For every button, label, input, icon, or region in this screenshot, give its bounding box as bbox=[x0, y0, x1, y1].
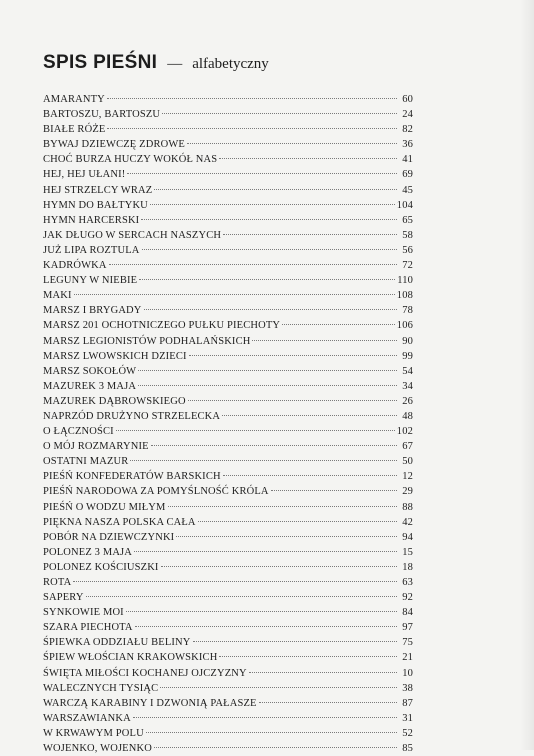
song-title: BARTOSZU, BARTOSZU bbox=[43, 109, 161, 121]
song-entry bbox=[43, 605, 413, 620]
song-page-number: 21 bbox=[402, 652, 413, 664]
dot-leader bbox=[73, 581, 397, 582]
song-entry bbox=[43, 469, 413, 484]
song-entry bbox=[43, 107, 413, 122]
song-entry bbox=[43, 349, 413, 364]
song-title: NAPRZÓD DRUŻYNO STRZELECKA bbox=[43, 410, 221, 422]
song-entry bbox=[43, 137, 413, 152]
song-title: AMARANTY bbox=[43, 94, 105, 105]
dot-leader bbox=[249, 672, 397, 673]
song-entry bbox=[43, 635, 413, 650]
dot-leader bbox=[271, 490, 397, 491]
dot-leader bbox=[189, 355, 397, 356]
song-entry bbox=[43, 273, 413, 288]
dot-leader bbox=[144, 309, 397, 310]
song-page-number: 42 bbox=[402, 516, 413, 528]
song-title: ŚPIEWKA ODDZIAŁU BELINY bbox=[43, 637, 191, 649]
dot-leader bbox=[151, 445, 397, 446]
dot-leader bbox=[160, 687, 397, 688]
song-title: HYMN DO BAŁTYKU bbox=[43, 199, 148, 211]
song-page-number: 84 bbox=[402, 607, 413, 619]
dot-leader bbox=[138, 370, 397, 371]
dot-leader bbox=[161, 566, 397, 567]
song-title: MARSZ LWOWSKICH DZIECI bbox=[43, 350, 187, 362]
dot-leader bbox=[222, 415, 397, 416]
song-title: BIAŁE RÓŻE bbox=[43, 124, 106, 136]
song-entry bbox=[43, 620, 413, 635]
song-title: HYMN HARCERSKI bbox=[43, 214, 140, 226]
song-entry bbox=[43, 696, 413, 711]
song-entry bbox=[43, 334, 413, 349]
song-entry bbox=[43, 379, 413, 394]
song-entry bbox=[43, 454, 413, 469]
song-entry bbox=[43, 545, 413, 560]
song-title: MARSZ SOKOŁÓW bbox=[43, 365, 137, 377]
song-title: KADRÓWKA bbox=[43, 260, 107, 272]
song-page-number: 110 bbox=[397, 275, 413, 287]
song-page-number: 97 bbox=[402, 622, 413, 634]
song-page-number: 60 bbox=[402, 94, 413, 105]
song-page-number: 104 bbox=[396, 199, 413, 211]
page-title bbox=[43, 52, 269, 74]
dot-leader bbox=[168, 506, 397, 507]
song-title: MARSZ LEGIONISTÓW PODHALAŃSKICH bbox=[43, 335, 251, 347]
song-entry bbox=[43, 500, 413, 515]
song-title: PIEŚŃ NARODOWA ZA POMYŚLNOŚĆ KRÓLA bbox=[43, 486, 269, 498]
dot-leader bbox=[162, 113, 397, 114]
song-entry bbox=[43, 183, 413, 198]
song-title: PIĘKNA NASZA POLSKA CAŁA bbox=[43, 516, 196, 528]
song-page-number: 56 bbox=[402, 244, 413, 256]
song-index-list bbox=[43, 92, 413, 756]
song-entry bbox=[43, 198, 413, 213]
song-page-number: 36 bbox=[402, 139, 413, 151]
song-title: MAZUREK DĄBROWSKIEGO bbox=[43, 395, 186, 407]
song-title: ROTA bbox=[43, 577, 72, 588]
title-main: SPIS PIEŚNI bbox=[43, 52, 158, 73]
title-subtitle: alfabetyczny bbox=[192, 56, 269, 72]
dot-leader bbox=[141, 219, 397, 220]
song-title: SZARA PIECHOTA bbox=[43, 622, 133, 634]
song-title: LEGUNY W NIEBIE bbox=[43, 275, 138, 287]
song-title: OSTATNI MAZUR bbox=[43, 456, 129, 468]
song-page-number: 24 bbox=[402, 109, 413, 121]
song-title: CHOĆ BURZA HUCZY WOKÓŁ NAS bbox=[43, 154, 218, 166]
dot-leader bbox=[107, 98, 397, 99]
song-page-number: 90 bbox=[402, 335, 413, 347]
dot-leader bbox=[223, 475, 397, 476]
dot-leader bbox=[142, 249, 397, 250]
song-title: WARSZAWIANKA bbox=[43, 712, 131, 724]
song-page-number: 48 bbox=[402, 410, 413, 422]
dot-leader bbox=[146, 732, 397, 733]
song-page-number: 45 bbox=[402, 184, 413, 196]
dot-leader bbox=[116, 430, 395, 431]
song-entry bbox=[43, 409, 413, 424]
dot-leader bbox=[187, 143, 397, 144]
song-entry bbox=[43, 364, 413, 379]
song-page-number: 12 bbox=[402, 471, 413, 483]
song-entry bbox=[43, 243, 413, 258]
dot-leader bbox=[154, 189, 397, 190]
song-page-number: 58 bbox=[402, 229, 413, 241]
dot-leader bbox=[259, 702, 397, 703]
song-title: HEJ, HEJ UŁANI! bbox=[43, 169, 126, 181]
song-title: SYNKOWIE MOI bbox=[43, 607, 124, 619]
song-page-number: 26 bbox=[402, 395, 413, 407]
song-entry bbox=[43, 650, 413, 665]
song-page-number: 41 bbox=[402, 154, 413, 166]
dot-leader bbox=[219, 656, 397, 657]
song-page-number: 69 bbox=[402, 169, 413, 181]
dot-leader bbox=[154, 747, 397, 748]
song-entry bbox=[43, 92, 413, 107]
song-entry bbox=[43, 741, 413, 756]
dot-leader bbox=[282, 324, 395, 325]
song-page-number: 87 bbox=[402, 697, 413, 709]
song-page-number: 108 bbox=[396, 290, 413, 302]
song-entry bbox=[43, 228, 413, 243]
song-entry bbox=[43, 666, 413, 681]
dot-leader bbox=[130, 460, 397, 461]
song-page-number: 85 bbox=[402, 743, 413, 755]
song-entry bbox=[43, 167, 413, 182]
dot-leader bbox=[193, 641, 397, 642]
dot-leader bbox=[198, 521, 397, 522]
song-title: POLONEZ 3 MAJA bbox=[43, 546, 133, 558]
song-title: WALECZNYCH TYSIĄC bbox=[43, 682, 159, 694]
song-title: ŚPIEW WŁOŚCIAN KRAKOWSKICH bbox=[43, 652, 218, 664]
song-title: O ŁĄCZNOŚCI bbox=[43, 426, 114, 438]
song-title: MARSZ 201 OCHOTNICZEGO PUŁKU PIECHOTY bbox=[43, 320, 281, 332]
song-title: O MÓJ ROZMARYNIE bbox=[43, 441, 149, 453]
song-page-number: 92 bbox=[402, 592, 413, 604]
song-page-number: 72 bbox=[402, 260, 413, 272]
song-page-number: 94 bbox=[402, 531, 413, 543]
song-page-number: 29 bbox=[402, 486, 413, 498]
dot-leader bbox=[252, 340, 397, 341]
dot-leader bbox=[223, 234, 397, 235]
song-page-number: 34 bbox=[402, 380, 413, 392]
song-entry bbox=[43, 726, 413, 741]
song-entry bbox=[43, 394, 413, 409]
song-title: JUŻ LIPA ROZTULA bbox=[43, 244, 140, 256]
song-page-number: 63 bbox=[402, 577, 413, 588]
song-title: PIEŚŃ O WODZU MIŁYM bbox=[43, 501, 166, 513]
song-title: POLONEZ KOŚCIUSZKI bbox=[43, 561, 159, 573]
song-title: POBÓR NA DZIEWCZYNKI bbox=[43, 531, 175, 543]
song-page-number: 78 bbox=[402, 305, 413, 317]
song-title: WOJENKO, WOJENKO bbox=[43, 743, 152, 755]
song-page-number: 52 bbox=[402, 727, 413, 739]
song-title: MARSZ I BRYGADY bbox=[43, 305, 142, 317]
song-page-number: 99 bbox=[402, 350, 413, 362]
song-entry bbox=[43, 424, 413, 439]
dot-leader bbox=[126, 611, 397, 612]
song-title: MAZUREK 3 MAJA bbox=[43, 380, 137, 392]
dot-leader bbox=[134, 551, 397, 552]
song-page-number: 18 bbox=[402, 561, 413, 573]
song-entry bbox=[43, 122, 413, 137]
song-entry bbox=[43, 439, 413, 454]
song-page-number: 10 bbox=[402, 667, 413, 679]
song-entry bbox=[43, 213, 413, 228]
dot-leader bbox=[74, 294, 395, 295]
song-entry bbox=[43, 530, 413, 545]
song-title: JAK DŁUGO W SERCACH NASZYCH bbox=[43, 229, 222, 241]
song-entry bbox=[43, 575, 413, 590]
song-page-number: 82 bbox=[402, 124, 413, 136]
dot-leader bbox=[133, 717, 397, 718]
song-page-number: 65 bbox=[402, 214, 413, 226]
song-entry bbox=[43, 681, 413, 696]
dot-leader bbox=[176, 536, 397, 537]
song-entry bbox=[43, 711, 413, 726]
song-entry bbox=[43, 258, 413, 273]
song-title: HEJ STRZELCY WRAZ bbox=[43, 184, 153, 196]
song-page-number: 31 bbox=[402, 712, 413, 724]
song-entry bbox=[43, 515, 413, 530]
song-entry bbox=[43, 303, 413, 318]
page-edge-shadow bbox=[520, 0, 534, 750]
dot-leader bbox=[109, 264, 397, 265]
dot-leader bbox=[86, 596, 397, 597]
dot-leader bbox=[139, 279, 395, 280]
song-entry bbox=[43, 560, 413, 575]
dot-leader bbox=[150, 204, 395, 205]
song-page-number: 67 bbox=[402, 441, 413, 453]
song-title: MAKI bbox=[43, 290, 72, 302]
dot-leader bbox=[135, 626, 397, 627]
dot-leader bbox=[219, 158, 397, 159]
song-page-number: 38 bbox=[402, 682, 413, 694]
song-page-number: 15 bbox=[402, 546, 413, 558]
song-entry bbox=[43, 288, 413, 303]
title-dash: — bbox=[167, 56, 183, 72]
song-entry bbox=[43, 318, 413, 333]
song-page-number: 75 bbox=[402, 637, 413, 649]
song-title: PIEŚŃ KONFEDERATÓW BARSKICH bbox=[43, 471, 221, 483]
song-title: SAPERY bbox=[43, 592, 84, 604]
song-title: W KRWAWYM POLU bbox=[43, 727, 144, 739]
dot-leader bbox=[127, 173, 397, 174]
song-page-number: 50 bbox=[402, 456, 413, 468]
song-page-number: 88 bbox=[402, 501, 413, 513]
song-entry bbox=[43, 484, 413, 499]
song-entry bbox=[43, 590, 413, 605]
song-page-number: 54 bbox=[402, 365, 413, 377]
song-page-number: 102 bbox=[396, 426, 413, 438]
song-title: ŚWIĘTA MIŁOŚCI KOCHANEJ OJCZYZNY bbox=[43, 667, 247, 679]
song-page-number: 106 bbox=[396, 320, 413, 332]
song-entry bbox=[43, 152, 413, 167]
dot-leader bbox=[107, 128, 397, 129]
dot-leader bbox=[188, 400, 397, 401]
song-title: WARCZĄ KARABINY I DZWONIĄ PAŁASZE bbox=[43, 697, 257, 709]
dot-leader bbox=[138, 385, 397, 386]
song-title: BYWAJ DZIEWCZĘ ZDROWE bbox=[43, 139, 185, 151]
